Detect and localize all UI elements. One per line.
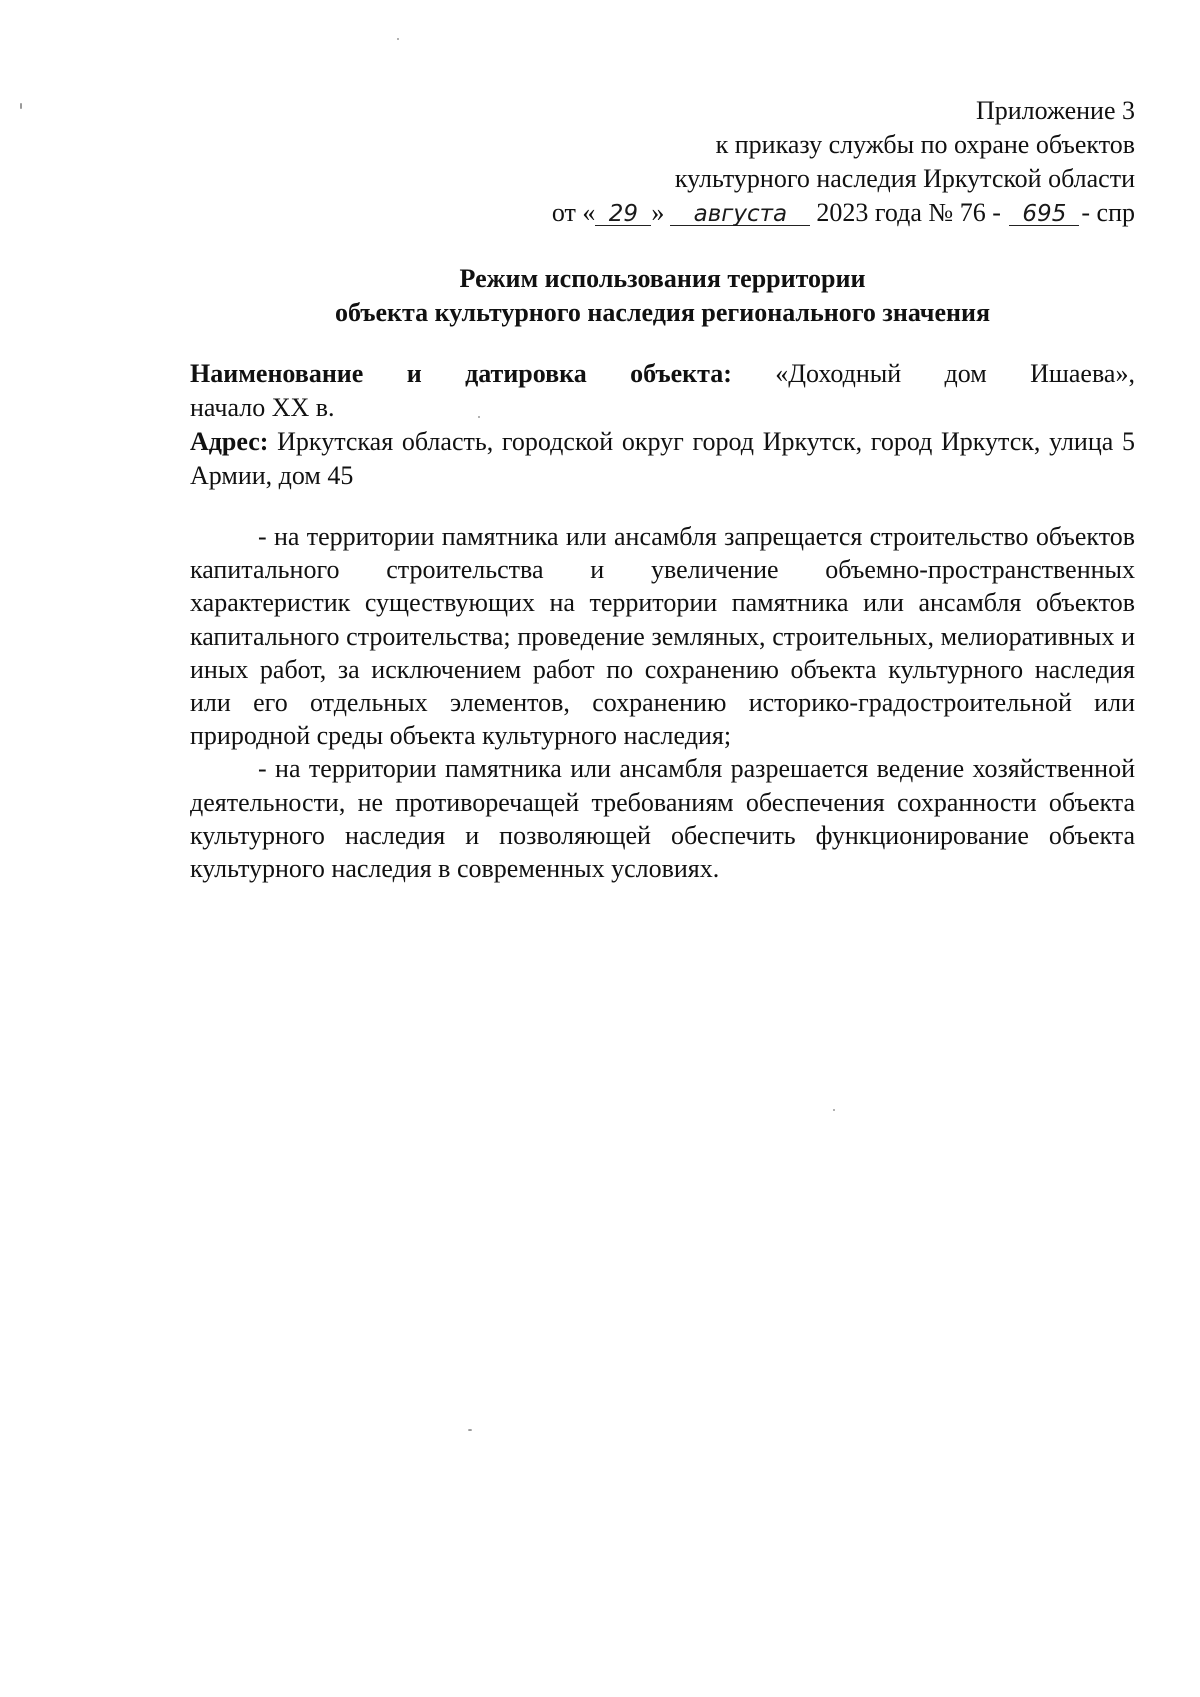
date-quote-close: » [651, 198, 665, 227]
regime-paragraph-prohibited: - на территории памятника или ансамбля запрещается строительство объектов капитального строительства и увеличение объемно-пространственных характеристик существующих на территории памятника или ансамбля объектов капитального строительства; проведение земляных, строительных, мелиоративных и иных работ, за исключением работ по сохранению объекта культурного наследия или его отдельных элементов, сохранению историко-градостроительной или природной среды объекта культурного наследия; [190, 522, 1135, 751]
name-value-word-2: дом [944, 359, 987, 388]
document-title [190, 262, 1135, 330]
appendix-order-ref: к приказу службы по охране объектов [715, 130, 1135, 159]
regime-text [190, 520, 1135, 885]
title-line-2: объекта культурного наследия регионального значения [334, 298, 991, 327]
object-name-row [190, 357, 1135, 391]
name-label-word-2: и [406, 359, 422, 388]
name-value-word-1: «Доходный [775, 359, 902, 388]
scan-speck [20, 103, 22, 109]
regime-paragraph-permitted: - на территории памятника или ансамбля разрешается ведение хозяйственной деятельности, не противоречащей требованиям обеспечения сохранности объекта культурного наследия и позволяющей обеспечить функционирование объекта культурного наследия в современных условиях. [190, 754, 1135, 884]
order-suffix: - спр [1081, 198, 1135, 227]
name-value-word-3: Ишаева», [1030, 359, 1135, 388]
appendix-header [415, 94, 1135, 230]
handwritten-day: 29 [595, 203, 651, 226]
appendix-authority: культурного наследия Иркутской области [674, 164, 1135, 193]
date-prefix: от « [551, 198, 596, 227]
date-year-text: 2023 года № 76 - [816, 198, 1001, 227]
address-value: Иркутская область, городской округ город Иркутск, город Иркутск, улица 5 Армии, дом 45 [190, 427, 1135, 490]
object-info [190, 357, 1135, 493]
appendix-number: Приложение 3 [975, 96, 1135, 125]
name-label-word-4: объекта: [630, 359, 732, 388]
appendix-date-line [415, 196, 1135, 230]
scan-speck [397, 38, 399, 40]
scan-speck [478, 416, 480, 418]
name-label-word-3: датировка [465, 359, 587, 388]
handwritten-order-number: 695 [1009, 203, 1079, 226]
address-label: Адрес: [190, 427, 269, 456]
name-label-word-1: Наименование [190, 359, 364, 388]
title-line-1: Режим использования территории [459, 264, 866, 293]
object-address [190, 425, 1135, 493]
scan-speck [468, 1429, 472, 1431]
scan-speck [833, 1109, 835, 1111]
handwritten-month: августа [670, 203, 810, 226]
object-name-continuation: начало XX в. [190, 393, 335, 422]
